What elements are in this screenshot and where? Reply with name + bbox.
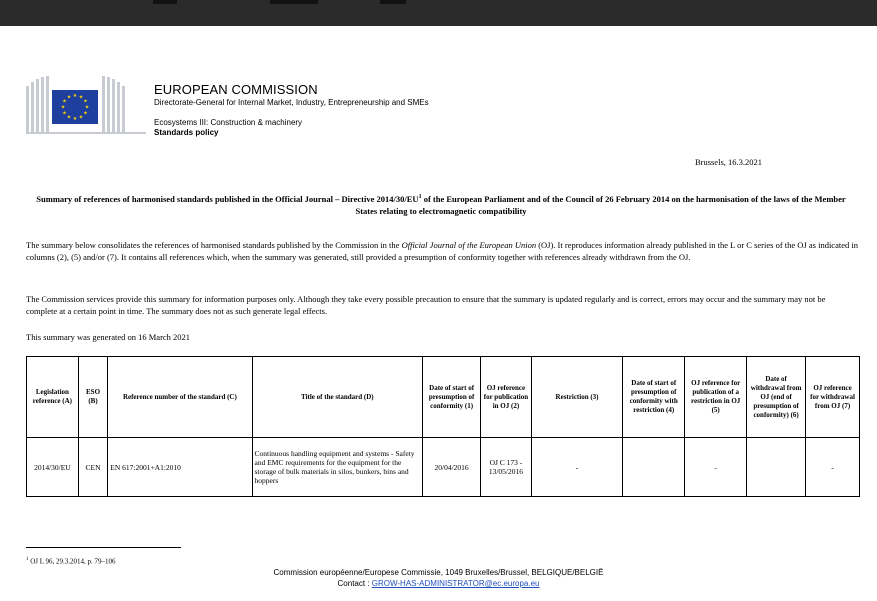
document-date: Brussels, 16.3.2021 <box>694 157 762 167</box>
table-cell: - <box>806 438 860 497</box>
directorate-general: Directorate-General for Internal Market, Industry, Entrepreneurship and SMEs <box>154 98 429 107</box>
svg-text:★: ★ <box>66 114 72 121</box>
svg-text:★: ★ <box>72 93 78 99</box>
title-suffix: of the European Parliament and of the Council of 26 February 2014 on the harmonisation of the laws of the Member States relating to electromagnetic compatibility <box>355 193 846 216</box>
viewer-toolbar <box>0 0 877 26</box>
column-header: Date of start of presumption of conformity with restriction (4) <box>623 357 685 438</box>
svg-text:★: ★ <box>83 98 88 105</box>
generated-on-paragraph: This summary was generated on 16 March 2021 <box>26 332 191 342</box>
toolbar-control[interactable] <box>153 0 177 4</box>
column-header: OJ reference for publication in OJ (2) <box>481 357 532 438</box>
organization-name: EUROPEAN COMMISSION <box>154 82 318 97</box>
table-cell: - <box>685 438 747 497</box>
standards-table <box>26 356 860 497</box>
intro-paragraph <box>26 239 858 263</box>
contact-label: Contact : <box>337 579 372 588</box>
toolbar-control[interactable] <box>270 0 318 4</box>
column-header: OJ reference for withdrawal from OJ (7) <box>806 357 860 438</box>
footnote-mark: 1 <box>26 557 29 562</box>
svg-text:★: ★ <box>84 104 90 111</box>
footnote <box>26 557 116 565</box>
table-cell: EN 617:2001+A1:2010 <box>108 438 252 497</box>
column-header: Date of start of presumption of conformity (1) <box>423 357 481 438</box>
title-footnote-mark: 1 <box>418 194 422 200</box>
column-header: OJ reference for publication of a restriction in OJ (5) <box>685 357 747 438</box>
svg-text:★: ★ <box>62 110 67 117</box>
svg-text:★: ★ <box>83 110 88 117</box>
footnote-text: OJ L 96, 29.3.2014, p. 79–106 <box>28 557 116 566</box>
column-header: Date of withdrawal from OJ (end of presumption of conformity) (6) <box>747 357 806 438</box>
table-cell: Continuous handling equipment and systems - Safety and EMC requirements for the equipment for the storage of bulk materials in silos, bunkers, bins and hoppers <box>252 438 423 497</box>
title-prefix: Summary of references of harmonised standards published in the Official Journal – Directive 2014/30/EU <box>36 193 419 204</box>
svg-text:★: ★ <box>62 98 67 105</box>
table-cell: CEN <box>78 438 107 497</box>
svg-text:★: ★ <box>60 104 66 111</box>
european-commission-logo <box>26 76 146 134</box>
intro-oj-name: Official Journal of the European Union <box>401 240 537 250</box>
toolbar-control[interactable] <box>380 0 406 4</box>
svg-text:★: ★ <box>72 116 78 122</box>
unit-name: Standards policy <box>154 128 219 137</box>
contact-email-link[interactable]: GROW-HAS-ADMINISTRATOR@ec.europa.eu <box>371 579 540 588</box>
ecosystem-line: Ecosystems III: Construction & machinery <box>154 118 303 127</box>
table-cell: 20/04/2016 <box>423 438 481 497</box>
disclaimer-paragraph: The Commission services provide this summary for information purposes only. Although they take every possible precaution to ensure that the summary is updated regularly and is correct, errors may occur and the summary may not be complete at a certain point in time. The summary does not as such generate legal effects. <box>26 294 826 316</box>
table-cell <box>623 438 685 497</box>
footnote-separator <box>26 547 181 548</box>
column-header: Restriction (3) <box>531 357 622 438</box>
column-header: Legislation reference (A) <box>27 357 79 438</box>
table-cell: OJ C 173 - 13/05/2016 <box>481 438 532 497</box>
intro-text-a: The summary below consolidates the references of harmonised standards published by the Commission in the <box>26 240 402 250</box>
svg-text:★: ★ <box>78 94 84 101</box>
column-header: Reference number of the standard (C) <box>108 357 252 438</box>
table-cell: 2014/30/EU <box>27 438 79 497</box>
table-row <box>27 438 860 497</box>
column-header: Title of the standard (D) <box>252 357 423 438</box>
table-cell <box>747 438 806 497</box>
table-cell: - <box>531 438 622 497</box>
footer-address: Commission européenne/Europese Commissie, 1049 Bruxelles/Brussel, BELGIQUE/BELGIË <box>273 568 604 577</box>
svg-text:★: ★ <box>66 94 72 101</box>
table-header-row <box>27 357 860 438</box>
intro-text-b: (OJ). It reproduces information already published in the L or C series of the OJ as indicated in columns (2), (5) and/or (7). It contains all references which, when the summary was generated, still provided a presumption of conformity together with references already withdrawn from the OJ. <box>26 240 858 262</box>
svg-text:★: ★ <box>78 114 84 121</box>
footer-contact <box>0 579 877 588</box>
document-title <box>26 191 856 217</box>
column-header: ESO (B) <box>78 357 107 438</box>
